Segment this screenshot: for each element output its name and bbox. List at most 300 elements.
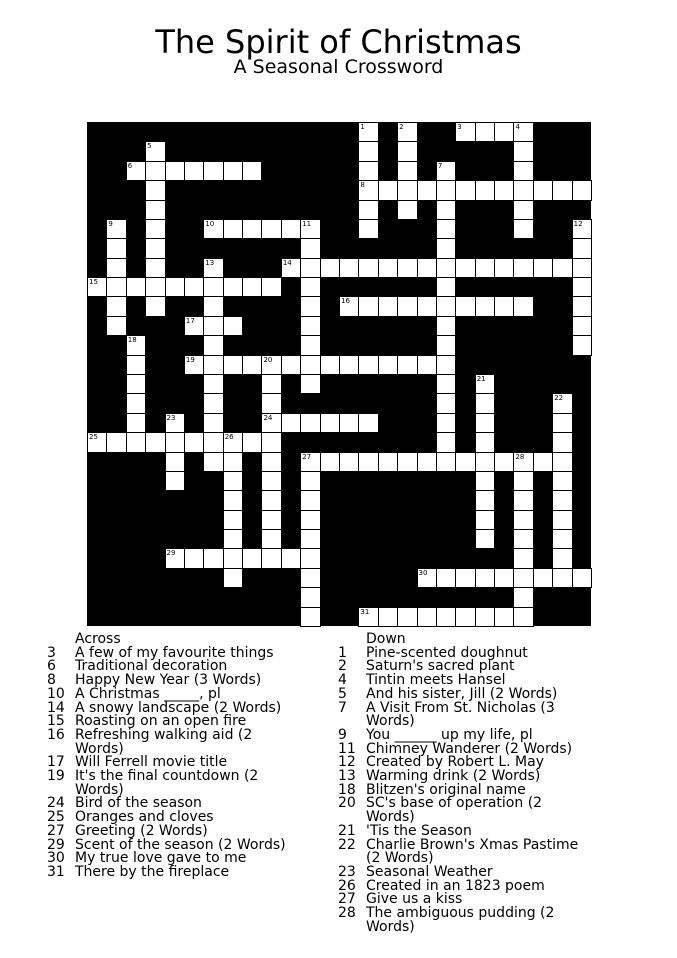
grid-cell[interactable] <box>261 490 281 510</box>
crossword-grid <box>87 122 591 626</box>
grid-cell[interactable] <box>572 296 592 316</box>
grid-cell[interactable] <box>417 296 437 316</box>
grid-cell[interactable] <box>106 277 126 297</box>
grid-cell[interactable] <box>436 393 456 413</box>
clue-number: 29 <box>166 549 176 558</box>
clue-number: 1 <box>360 123 365 131</box>
grid-cell[interactable] <box>281 355 301 375</box>
grid-cell[interactable] <box>475 529 495 549</box>
grid-cell[interactable] <box>281 548 301 568</box>
grid-cell[interactable] <box>378 258 398 278</box>
grid-cell[interactable] <box>513 568 533 588</box>
grid-cell[interactable] <box>397 161 417 181</box>
grid-cell[interactable] <box>339 452 359 472</box>
grid-cell[interactable] <box>145 238 165 258</box>
grid-cell[interactable] <box>513 141 533 161</box>
grid-cell[interactable] <box>533 180 553 200</box>
grid-cell[interactable] <box>223 277 243 297</box>
grid-cell[interactable] <box>87 277 107 297</box>
grid-cell[interactable] <box>358 141 378 161</box>
grid-cell[interactable] <box>358 607 378 627</box>
grid-cell[interactable] <box>242 548 262 568</box>
grid-cell[interactable] <box>397 258 417 278</box>
grid-cell[interactable] <box>320 258 340 278</box>
grid-cell[interactable] <box>378 180 398 200</box>
grid-cell[interactable] <box>436 219 456 239</box>
clue-number: 12 <box>573 219 583 228</box>
grid-cell[interactable] <box>145 180 165 200</box>
grid-cell[interactable] <box>300 374 320 394</box>
grid-cell[interactable] <box>572 277 592 297</box>
grid-cell[interactable] <box>475 180 495 200</box>
grid-cell[interactable] <box>300 277 320 297</box>
grid-cell[interactable] <box>436 374 456 394</box>
clue-number: 15 <box>89 278 98 287</box>
grid-cell[interactable] <box>165 548 185 568</box>
grid-cell[interactable] <box>378 607 398 627</box>
grid-cell[interactable] <box>494 122 514 142</box>
grid-cell[interactable] <box>203 548 223 568</box>
down-clue <box>338 797 583 824</box>
clue-text: Warming drink (2 Words) <box>366 768 541 785</box>
clue-number: 3 <box>47 644 56 661</box>
grid-cell[interactable] <box>87 432 107 452</box>
grid-cell[interactable] <box>455 452 475 472</box>
grid-cell[interactable] <box>223 355 243 375</box>
grid-cell[interactable] <box>261 548 281 568</box>
grid-cell[interactable] <box>417 180 437 200</box>
clue-text: Chimney Wanderer (2 Words) <box>366 740 573 757</box>
grid-cell[interactable] <box>378 452 398 472</box>
clue-number: 7 <box>338 699 347 716</box>
grid-cell[interactable] <box>475 122 495 142</box>
grid-cell[interactable] <box>475 510 495 530</box>
grid-cell[interactable] <box>106 258 126 278</box>
grid-cell[interactable] <box>494 607 514 627</box>
grid-cell[interactable] <box>223 452 243 472</box>
clue-number: 17 <box>47 754 65 771</box>
clue-number: 20 <box>263 355 273 364</box>
grid-cell[interactable] <box>203 413 223 433</box>
grid-cell[interactable] <box>223 161 243 181</box>
grid-cell[interactable] <box>552 432 572 452</box>
grid-cell[interactable] <box>436 277 456 297</box>
grid-cell[interactable] <box>261 529 281 549</box>
grid-cell[interactable] <box>513 258 533 278</box>
grid-cell[interactable] <box>455 122 475 142</box>
grid-cell[interactable] <box>552 529 572 549</box>
grid-cell[interactable] <box>358 161 378 181</box>
grid-cell[interactable] <box>261 413 281 433</box>
grid-cell[interactable] <box>475 413 495 433</box>
clue-number: 16 <box>47 726 65 743</box>
grid-cell[interactable] <box>552 393 572 413</box>
grid-cell[interactable] <box>436 161 456 181</box>
grid-cell[interactable] <box>552 490 572 510</box>
grid-cell[interactable] <box>300 413 320 433</box>
grid-cell[interactable] <box>145 141 165 161</box>
grid-cell[interactable] <box>378 296 398 316</box>
clue-number: 13 <box>338 768 356 785</box>
clue-number: 5 <box>338 685 347 702</box>
grid-cell[interactable] <box>436 296 456 316</box>
clue-text: Saturn's sacred plant <box>366 658 515 675</box>
clue-number: 25 <box>89 433 98 442</box>
grid-cell[interactable] <box>320 452 340 472</box>
clue-number: 2 <box>399 123 404 131</box>
down-heading: Down <box>366 631 406 647</box>
grid-cell[interactable] <box>572 316 592 336</box>
grid-cell[interactable] <box>165 432 185 452</box>
grid-cell[interactable] <box>494 296 514 316</box>
grid-cell[interactable] <box>513 607 533 627</box>
grid-cell[interactable] <box>552 258 572 278</box>
grid-cell[interactable] <box>242 277 262 297</box>
grid-cell[interactable] <box>533 258 553 278</box>
grid-cell[interactable] <box>261 510 281 530</box>
grid-cell[interactable] <box>300 490 320 510</box>
grid-cell[interactable] <box>126 161 146 181</box>
grid-cell[interactable] <box>436 355 456 375</box>
grid-cell[interactable] <box>261 432 281 452</box>
grid-cell[interactable] <box>475 471 495 491</box>
grid-cell[interactable] <box>417 452 437 472</box>
grid-cell[interactable] <box>223 490 243 510</box>
grid-cell[interactable] <box>300 529 320 549</box>
grid-cell[interactable] <box>436 200 456 220</box>
grid-cell[interactable] <box>223 529 243 549</box>
grid-cell[interactable] <box>358 122 378 142</box>
grid-cell[interactable] <box>436 568 456 588</box>
grid-cell[interactable] <box>339 355 359 375</box>
grid-cell[interactable] <box>145 200 165 220</box>
grid-cell[interactable] <box>397 200 417 220</box>
grid-cell[interactable] <box>261 277 281 297</box>
clue-number: 16 <box>341 297 350 306</box>
grid-cell[interactable] <box>513 510 533 530</box>
grid-cell[interactable] <box>203 277 223 297</box>
grid-cell[interactable] <box>572 180 592 200</box>
grid-cell[interactable] <box>203 374 223 394</box>
grid-cell[interactable] <box>475 258 495 278</box>
grid-cell[interactable] <box>184 355 204 375</box>
grid-cell[interactable] <box>513 296 533 316</box>
grid-cell[interactable] <box>300 219 320 239</box>
clue-text: My true love gave to me <box>75 850 247 867</box>
grid-cell[interactable] <box>475 393 495 413</box>
grid-cell[interactable] <box>145 258 165 278</box>
grid-cell[interactable] <box>436 316 456 336</box>
grid-cell[interactable] <box>358 355 378 375</box>
grid-cell[interactable] <box>203 316 223 336</box>
grid-cell[interactable] <box>165 471 185 491</box>
grid-cell[interactable] <box>203 355 223 375</box>
grid-cell[interactable] <box>397 296 417 316</box>
grid-cell[interactable] <box>145 432 165 452</box>
grid-cell[interactable] <box>184 277 204 297</box>
clue-number: 20 <box>338 795 356 812</box>
clue-text: Refreshing walking aid (2 Words) <box>75 726 253 757</box>
clue-number: 4 <box>338 672 347 689</box>
grid-cell[interactable] <box>358 452 378 472</box>
grid-cell[interactable] <box>358 219 378 239</box>
grid-cell[interactable] <box>165 452 185 472</box>
grid-cell[interactable] <box>300 587 320 607</box>
grid-cell[interactable] <box>436 413 456 433</box>
grid-cell[interactable] <box>397 180 417 200</box>
clue-number: 27 <box>338 891 356 908</box>
clue-number: 6 <box>47 658 56 675</box>
grid-cell[interactable] <box>300 335 320 355</box>
grid-cell[interactable] <box>203 219 223 239</box>
grid-cell[interactable] <box>552 471 572 491</box>
grid-cell[interactable] <box>223 510 243 530</box>
grid-cell[interactable] <box>513 200 533 220</box>
grid-cell[interactable] <box>533 568 553 588</box>
grid-cell[interactable] <box>242 432 262 452</box>
grid-cell[interactable] <box>513 548 533 568</box>
grid-cell[interactable] <box>436 607 456 627</box>
puzzle-subtitle: A Seasonal Crossword <box>233 56 444 78</box>
grid-cell[interactable] <box>300 568 320 588</box>
grid-cell[interactable] <box>165 413 185 433</box>
grid-cell[interactable] <box>513 180 533 200</box>
grid-cell[interactable] <box>300 510 320 530</box>
grid-cell[interactable] <box>397 122 417 142</box>
clue-number: 26 <box>224 433 234 442</box>
clue-text: There by the fireplace <box>75 863 230 880</box>
down-clue <box>338 907 583 934</box>
grid-cell[interactable] <box>417 258 437 278</box>
grid-cell[interactable] <box>126 413 146 433</box>
grid-cell[interactable] <box>494 258 514 278</box>
grid-cell[interactable] <box>339 296 359 316</box>
grid-cell[interactable] <box>417 607 437 627</box>
grid-cell[interactable] <box>494 180 514 200</box>
grid-cell[interactable] <box>513 122 533 142</box>
clue-number: 14 <box>47 699 65 716</box>
grid-cell[interactable] <box>339 413 359 433</box>
grid-cell[interactable] <box>455 258 475 278</box>
clue-text: And his sister, Jill (2 Words) <box>366 685 558 702</box>
grid-cell[interactable] <box>455 568 475 588</box>
grid-cell[interactable] <box>513 161 533 181</box>
clue-number: 31 <box>360 607 370 616</box>
down-clues <box>338 633 583 934</box>
clue-number: 24 <box>263 413 273 422</box>
grid-cell[interactable] <box>513 587 533 607</box>
grid-cell[interactable] <box>320 355 340 375</box>
clue-number: 11 <box>338 740 356 757</box>
clue-text: Created by Robert L. May <box>366 754 544 771</box>
grid-cell[interactable] <box>397 607 417 627</box>
grid-cell[interactable] <box>165 277 185 297</box>
grid-cell[interactable] <box>126 277 146 297</box>
grid-cell[interactable] <box>300 258 320 278</box>
grid-cell[interactable] <box>475 432 495 452</box>
grid-cell[interactable] <box>242 161 262 181</box>
clue-text: The ambiguous pudding (2 Words) <box>366 905 555 935</box>
grid-cell[interactable] <box>145 161 165 181</box>
grid-cell[interactable] <box>513 219 533 239</box>
grid-cell[interactable] <box>475 452 495 472</box>
grid-cell[interactable] <box>436 432 456 452</box>
grid-cell[interactable] <box>513 490 533 510</box>
grid-cell[interactable] <box>475 296 495 316</box>
grid-cell[interactable] <box>572 219 592 239</box>
grid-cell[interactable] <box>358 180 378 200</box>
grid-cell[interactable] <box>513 452 533 472</box>
grid-cell[interactable] <box>165 161 185 181</box>
grid-cell[interactable] <box>261 219 281 239</box>
grid-cell[interactable] <box>106 432 126 452</box>
grid-cell[interactable] <box>378 355 398 375</box>
down-clue <box>338 699 583 730</box>
grid-cell[interactable] <box>397 141 417 161</box>
grid-cell[interactable] <box>106 316 126 336</box>
grid-cell[interactable] <box>242 219 262 239</box>
grid-cell[interactable] <box>436 335 456 355</box>
grid-cell[interactable] <box>261 471 281 491</box>
grid-cell[interactable] <box>281 413 301 433</box>
grid-cell[interactable] <box>494 568 514 588</box>
grid-cell[interactable] <box>145 277 165 297</box>
clue-text: Seasonal Weather <box>366 863 493 880</box>
grid-cell[interactable] <box>300 355 320 375</box>
grid-cell[interactable] <box>572 568 592 588</box>
clue-text: Bird of the season <box>75 795 202 812</box>
grid-cell[interactable] <box>126 432 146 452</box>
grid-cell[interactable] <box>455 296 475 316</box>
grid-cell[interactable] <box>281 258 301 278</box>
clue-number: 22 <box>554 394 564 403</box>
grid-cell[interactable] <box>358 258 378 278</box>
grid-cell[interactable] <box>300 607 320 627</box>
grid-cell[interactable] <box>475 490 495 510</box>
grid-cell[interactable] <box>261 452 281 472</box>
grid-cell[interactable] <box>475 374 495 394</box>
clue-number: 27 <box>302 452 312 461</box>
grid-cell[interactable] <box>358 200 378 220</box>
grid-cell[interactable] <box>261 355 281 375</box>
clue-text: Will Ferrell movie title <box>75 754 228 771</box>
clue-number: 27 <box>47 822 65 839</box>
grid-cell[interactable] <box>417 355 437 375</box>
grid-cell[interactable] <box>300 316 320 336</box>
grid-cell[interactable] <box>397 355 417 375</box>
grid-cell[interactable] <box>552 413 572 433</box>
grid-cell[interactable] <box>533 452 553 472</box>
puzzle-title: The Spirit of Christmas <box>155 23 522 61</box>
clue-text: A Visit From St. Nicholas (3 Words) <box>366 699 555 730</box>
clue-number: 1 <box>338 644 347 661</box>
grid-cell[interactable] <box>203 335 223 355</box>
grid-cell[interactable] <box>261 393 281 413</box>
grid-cell[interactable] <box>203 432 223 452</box>
grid-cell[interactable] <box>223 316 243 336</box>
grid-cell[interactable] <box>184 316 204 336</box>
grid-cell[interactable] <box>572 238 592 258</box>
grid-cell[interactable] <box>300 296 320 316</box>
grid-cell[interactable] <box>475 568 495 588</box>
grid-cell[interactable] <box>203 161 223 181</box>
grid-cell[interactable] <box>475 607 495 627</box>
grid-cell[interactable] <box>106 296 126 316</box>
grid-cell[interactable] <box>203 393 223 413</box>
clue-number: 23 <box>166 413 176 422</box>
grid-cell[interactable] <box>455 607 475 627</box>
grid-cell[interactable] <box>397 452 417 472</box>
grid-cell[interactable] <box>358 413 378 433</box>
clue-number: 17 <box>185 316 195 325</box>
grid-cell[interactable] <box>513 471 533 491</box>
grid-cell[interactable] <box>572 258 592 278</box>
clue-number: 15 <box>47 713 65 730</box>
grid-cell[interactable] <box>184 432 204 452</box>
grid-cell[interactable] <box>126 393 146 413</box>
clue-number: 3 <box>457 123 462 131</box>
clue-number: 8 <box>47 672 56 689</box>
grid-cell[interactable] <box>145 219 165 239</box>
grid-cell[interactable] <box>436 452 456 472</box>
grid-cell[interactable] <box>203 296 223 316</box>
grid-cell[interactable] <box>417 568 437 588</box>
grid-cell[interactable] <box>494 452 514 472</box>
grid-cell[interactable] <box>436 258 456 278</box>
grid-cell[interactable] <box>300 548 320 568</box>
grid-cell[interactable] <box>300 452 320 472</box>
grid-cell[interactable] <box>223 471 243 491</box>
grid-cell[interactable] <box>203 258 223 278</box>
grid-cell[interactable] <box>552 452 572 472</box>
grid-cell[interactable] <box>358 296 378 316</box>
grid-cell[interactable] <box>223 219 243 239</box>
grid-cell[interactable] <box>223 548 243 568</box>
grid-cell[interactable] <box>455 180 475 200</box>
grid-cell[interactable] <box>242 355 262 375</box>
grid-cell[interactable] <box>184 161 204 181</box>
grid-cell[interactable] <box>106 219 126 239</box>
grid-cell[interactable] <box>126 355 146 375</box>
grid-cell[interactable] <box>300 471 320 491</box>
grid-cell[interactable] <box>552 568 572 588</box>
grid-cell[interactable] <box>106 238 126 258</box>
grid-cell[interactable] <box>184 548 204 568</box>
grid-cell[interactable] <box>281 219 301 239</box>
grid-cell[interactable] <box>126 374 146 394</box>
grid-cell[interactable] <box>300 238 320 258</box>
grid-cell[interactable] <box>261 374 281 394</box>
clue-text: Created in an 1823 poem <box>366 877 545 894</box>
grid-cell[interactable] <box>513 529 533 549</box>
grid-cell[interactable] <box>223 568 243 588</box>
grid-cell[interactable] <box>320 413 340 433</box>
grid-cell[interactable] <box>223 432 243 452</box>
grid-cell[interactable] <box>552 180 572 200</box>
grid-cell[interactable] <box>436 180 456 200</box>
grid-cell[interactable] <box>552 548 572 568</box>
across-clue <box>47 726 292 757</box>
grid-cell[interactable] <box>203 452 223 472</box>
grid-cell[interactable] <box>552 510 572 530</box>
grid-cell[interactable] <box>339 258 359 278</box>
grid-cell[interactable] <box>436 238 456 258</box>
clue-number: 14 <box>282 258 292 267</box>
grid-cell[interactable] <box>145 296 165 316</box>
grid-cell[interactable] <box>572 335 592 355</box>
grid-cell[interactable] <box>126 335 146 355</box>
clue-text: Roasting on an open fire <box>75 713 247 730</box>
